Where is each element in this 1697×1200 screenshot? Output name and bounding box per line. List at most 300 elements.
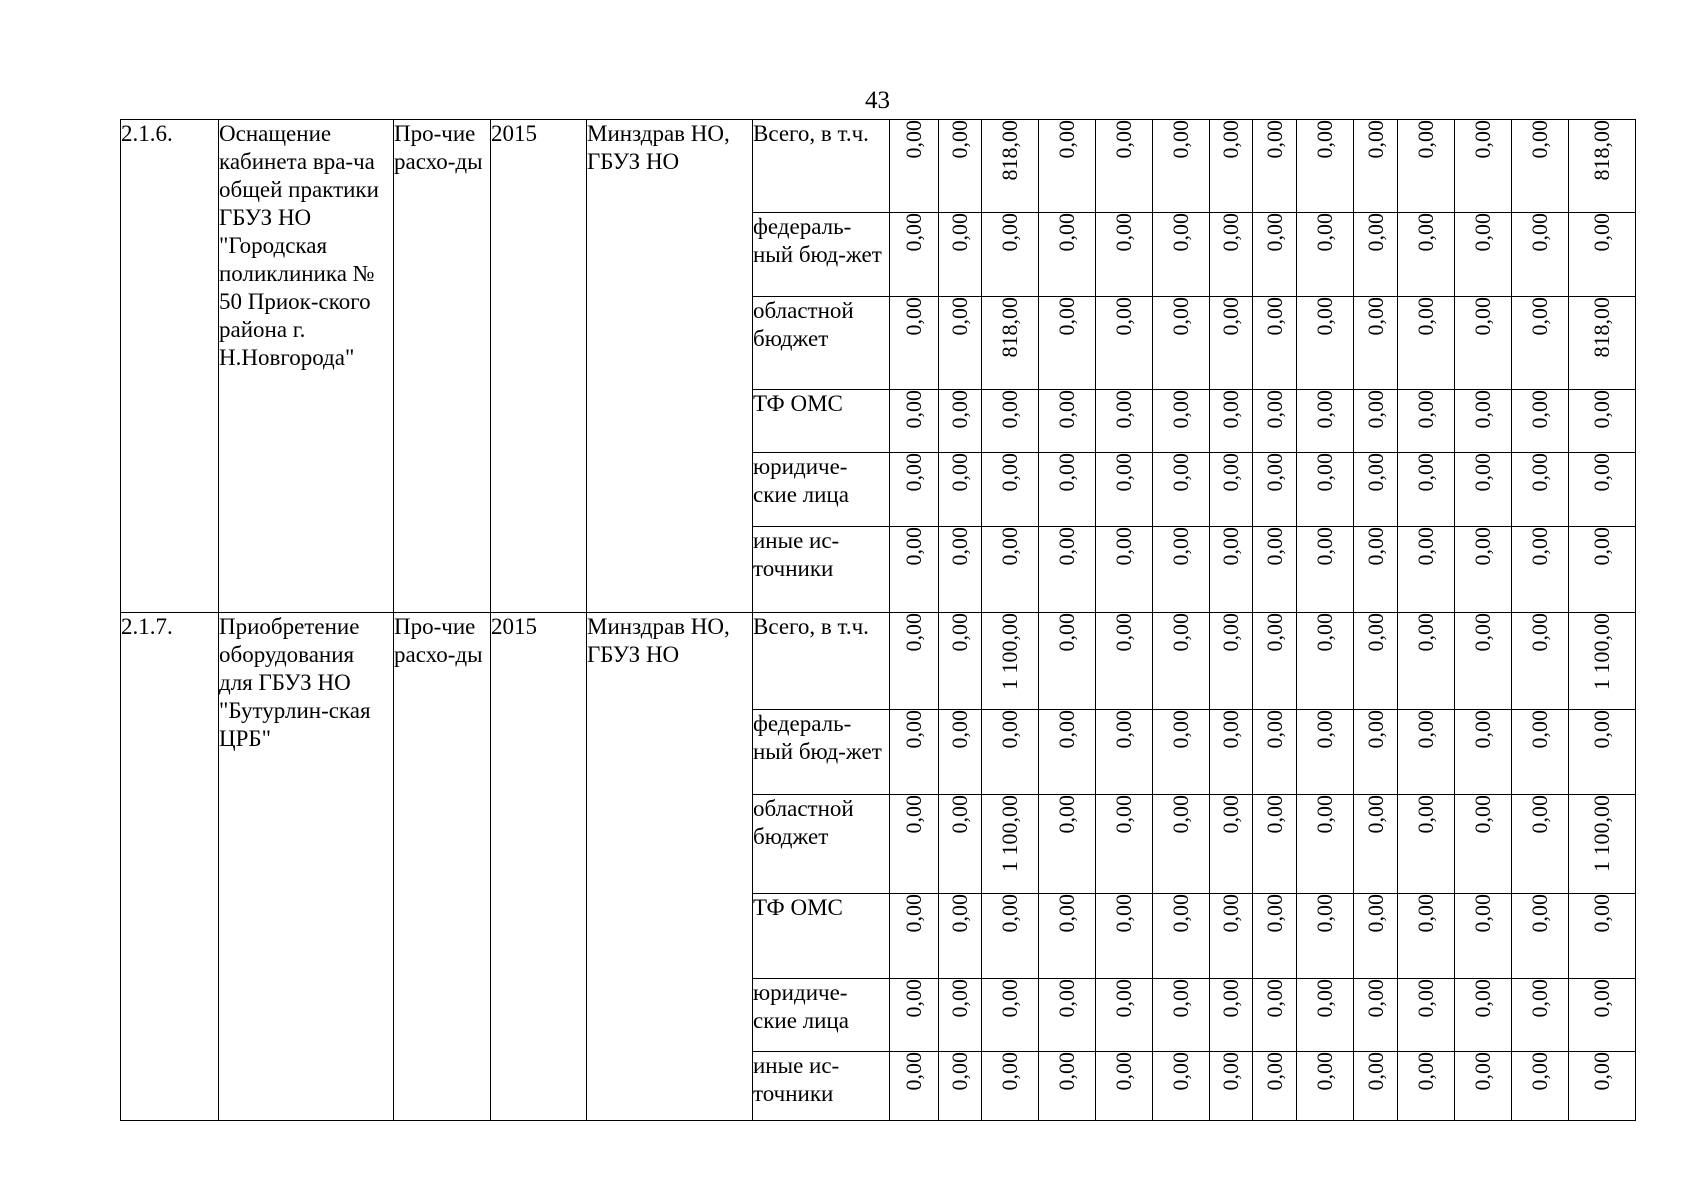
amount-value: 1 100,00 xyxy=(1589,613,1614,690)
amount-cell xyxy=(890,795,939,894)
amount-cell xyxy=(1455,1052,1512,1121)
amount-cell xyxy=(1253,979,1297,1052)
amount-cell xyxy=(1039,894,1096,979)
amount-value: 0,00 xyxy=(1589,527,1614,566)
amount-cell xyxy=(1096,120,1153,213)
amount-value: 818,00 xyxy=(1589,120,1614,181)
amount-cell xyxy=(1354,1052,1398,1121)
budget-table xyxy=(120,119,1636,1121)
amount-value: 0,00 xyxy=(1413,297,1438,336)
amount-cell xyxy=(1096,613,1153,710)
amount-cell xyxy=(1569,527,1636,613)
amount-value: 0,00 xyxy=(1362,120,1388,159)
amount-value: 0,00 xyxy=(1413,527,1438,566)
amount-cell xyxy=(939,1052,982,1121)
amount-value: 0,00 xyxy=(1261,297,1287,336)
amount-cell xyxy=(1039,979,1096,1052)
amount-value: 0,00 xyxy=(1362,795,1388,834)
amount-cell xyxy=(1253,390,1297,453)
amount-value: 0,00 xyxy=(1218,297,1243,336)
amount-cell xyxy=(1253,795,1297,894)
amount-value: 0,00 xyxy=(1362,613,1388,652)
amount-cell xyxy=(982,795,1039,894)
amount-value: 0,00 xyxy=(1413,894,1438,933)
amount-value: 0,00 xyxy=(1413,795,1438,834)
funding-source: областной бюджет xyxy=(753,795,890,894)
amount-value: 0,00 xyxy=(997,390,1022,429)
amount-value: 0,00 xyxy=(901,894,926,933)
amount-value: 0,00 xyxy=(1168,297,1193,336)
amount-cell xyxy=(1569,213,1636,297)
amount-value: 0,00 xyxy=(1589,213,1614,252)
amount-cell xyxy=(1455,453,1512,527)
amount-value: 0,00 xyxy=(1413,453,1438,492)
amount-value: 0,00 xyxy=(947,390,972,429)
amount-cell xyxy=(1253,894,1297,979)
amount-cell xyxy=(890,894,939,979)
amount-value: 0,00 xyxy=(1111,710,1136,749)
amount-value: 0,00 xyxy=(1312,1052,1337,1091)
amount-cell xyxy=(890,1052,939,1121)
amount-value: 0,00 xyxy=(1218,795,1243,834)
amount-cell xyxy=(1297,390,1354,453)
amount-cell xyxy=(1039,710,1096,795)
amount-value: 0,00 xyxy=(1054,894,1079,933)
amount-cell xyxy=(1455,213,1512,297)
funding-source: областной бюджет xyxy=(753,297,890,390)
amount-cell xyxy=(1253,613,1297,710)
amount-value: 0,00 xyxy=(947,795,972,834)
table-row xyxy=(121,120,1636,213)
funding-source: юридиче-ские лица xyxy=(753,453,890,527)
amount-cell xyxy=(1455,795,1512,894)
amount-cell xyxy=(1253,297,1297,390)
amount-value: 0,00 xyxy=(901,795,926,834)
amount-value: 0,00 xyxy=(1168,527,1193,566)
amount-value: 0,00 xyxy=(1111,120,1136,159)
amount-cell xyxy=(1039,120,1096,213)
amount-cell xyxy=(1297,795,1354,894)
amount-cell xyxy=(1512,894,1569,979)
amount-cell xyxy=(982,453,1039,527)
amount-value: 0,00 xyxy=(1261,613,1287,652)
amount-value: 0,00 xyxy=(997,710,1022,749)
amount-cell xyxy=(1210,390,1253,453)
amount-cell xyxy=(1455,297,1512,390)
amount-cell xyxy=(1210,979,1253,1052)
amount-value: 0,00 xyxy=(1362,979,1388,1018)
amount-cell xyxy=(890,297,939,390)
amount-value: 0,00 xyxy=(1218,213,1243,252)
amount-cell xyxy=(982,979,1039,1052)
amount-cell xyxy=(1512,795,1569,894)
amount-cell xyxy=(939,795,982,894)
amount-cell xyxy=(1153,527,1210,613)
amount-cell xyxy=(1210,894,1253,979)
amount-value: 1 100,00 xyxy=(997,795,1022,872)
amount-value: 0,00 xyxy=(1312,613,1337,652)
amount-cell xyxy=(1569,979,1636,1052)
amount-value: 0,00 xyxy=(1470,1052,1495,1091)
amount-cell xyxy=(1455,710,1512,795)
amount-cell xyxy=(1253,453,1297,527)
amount-cell xyxy=(1398,710,1455,795)
amount-cell xyxy=(1354,894,1398,979)
amount-cell xyxy=(1039,390,1096,453)
amount-cell xyxy=(890,710,939,795)
amount-cell xyxy=(1354,453,1398,527)
amount-value: 0,00 xyxy=(1261,213,1287,252)
amount-value: 0,00 xyxy=(1362,213,1388,252)
amount-cell xyxy=(1096,297,1153,390)
amount-cell xyxy=(1253,710,1297,795)
amount-value: 0,00 xyxy=(947,527,972,566)
amount-cell xyxy=(982,390,1039,453)
amount-value: 1 100,00 xyxy=(1589,795,1614,872)
amount-value: 0,00 xyxy=(1527,527,1552,566)
amount-value: 0,00 xyxy=(1470,120,1495,159)
amount-value: 0,00 xyxy=(947,453,972,492)
amount-value: 0,00 xyxy=(901,213,926,252)
amount-value: 0,00 xyxy=(1261,894,1287,933)
amount-value: 0,00 xyxy=(1589,453,1614,492)
funding-source: Всего, в т.ч. xyxy=(753,120,890,213)
amount-value: 0,00 xyxy=(1589,979,1614,1018)
amount-value: 0,00 xyxy=(1470,894,1495,933)
table-row xyxy=(121,613,1636,710)
amount-cell xyxy=(890,453,939,527)
amount-cell xyxy=(1153,297,1210,390)
amount-value: 1 100,00 xyxy=(997,613,1022,690)
amount-value: 0,00 xyxy=(901,453,926,492)
amount-value: 818,00 xyxy=(997,120,1022,181)
amount-value: 0,00 xyxy=(1261,710,1287,749)
amount-value: 0,00 xyxy=(997,979,1022,1018)
amount-value: 0,00 xyxy=(1168,613,1193,652)
amount-value: 0,00 xyxy=(1527,979,1552,1018)
amount-cell xyxy=(939,213,982,297)
amount-cell xyxy=(1297,297,1354,390)
amount-cell xyxy=(1398,613,1455,710)
funding-source: федераль-ный бюд-жет xyxy=(753,710,890,795)
amount-cell xyxy=(1253,213,1297,297)
amount-cell xyxy=(982,710,1039,795)
amount-value: 0,00 xyxy=(1261,527,1287,566)
amount-value: 818,00 xyxy=(1589,297,1614,358)
amount-value: 0,00 xyxy=(1527,613,1552,652)
amount-cell xyxy=(939,710,982,795)
amount-cell xyxy=(1297,979,1354,1052)
amount-value: 0,00 xyxy=(1362,527,1388,566)
amount-value: 0,00 xyxy=(1261,390,1287,429)
amount-cell xyxy=(982,297,1039,390)
amount-cell xyxy=(1569,613,1636,710)
amount-value: 0,00 xyxy=(1527,795,1552,834)
amount-cell xyxy=(1569,390,1636,453)
amount-value: 0,00 xyxy=(1218,527,1243,566)
amount-value: 0,00 xyxy=(1589,1052,1614,1091)
amount-cell xyxy=(939,979,982,1052)
expense-type: Про-чие расхо-ды xyxy=(394,120,491,613)
amount-cell xyxy=(1210,453,1253,527)
amount-value: 0,00 xyxy=(1218,1052,1243,1091)
amount-value: 0,00 xyxy=(1168,1052,1193,1091)
amount-cell xyxy=(1398,297,1455,390)
amount-value: 0,00 xyxy=(1168,894,1193,933)
amount-value: 0,00 xyxy=(1362,1052,1388,1091)
amount-cell xyxy=(1297,894,1354,979)
amount-cell xyxy=(1153,1052,1210,1121)
amount-cell xyxy=(1096,795,1153,894)
amount-cell xyxy=(1354,390,1398,453)
amount-value: 0,00 xyxy=(997,453,1022,492)
amount-cell xyxy=(982,1052,1039,1121)
amount-value: 0,00 xyxy=(1362,894,1388,933)
amount-value: 0,00 xyxy=(1168,390,1193,429)
amount-cell xyxy=(939,120,982,213)
amount-cell xyxy=(1398,453,1455,527)
amount-cell xyxy=(1210,213,1253,297)
amount-value: 0,00 xyxy=(1054,710,1079,749)
amount-value: 0,00 xyxy=(1362,710,1388,749)
amount-value: 0,00 xyxy=(1111,1052,1136,1091)
amount-value: 0,00 xyxy=(901,979,926,1018)
entry-executor: Минздрав НО, ГБУЗ НО xyxy=(587,120,753,613)
amount-cell xyxy=(1153,213,1210,297)
amount-cell xyxy=(1297,453,1354,527)
amount-value: 0,00 xyxy=(1054,390,1079,429)
amount-value: 0,00 xyxy=(1111,213,1136,252)
amount-cell xyxy=(1455,894,1512,979)
amount-cell xyxy=(1455,390,1512,453)
amount-value: 0,00 xyxy=(997,1052,1022,1091)
page-number: 43 xyxy=(865,87,890,114)
amount-cell xyxy=(1297,527,1354,613)
amount-value: 0,00 xyxy=(947,613,972,652)
amount-value: 0,00 xyxy=(1527,894,1552,933)
amount-value: 0,00 xyxy=(1261,453,1287,492)
amount-cell xyxy=(1210,1052,1253,1121)
amount-value: 0,00 xyxy=(1111,390,1136,429)
amount-cell xyxy=(982,894,1039,979)
amount-cell xyxy=(1569,453,1636,527)
amount-cell xyxy=(1039,213,1096,297)
amount-cell xyxy=(890,527,939,613)
entry-executor: Минздрав НО, ГБУЗ НО xyxy=(587,613,753,1121)
amount-value: 0,00 xyxy=(997,527,1022,566)
amount-cell xyxy=(1398,213,1455,297)
amount-cell xyxy=(1354,120,1398,213)
amount-value: 0,00 xyxy=(1589,894,1614,933)
amount-cell xyxy=(1210,527,1253,613)
amount-value: 0,00 xyxy=(1218,120,1243,159)
amount-value: 0,00 xyxy=(1413,979,1438,1018)
amount-value: 0,00 xyxy=(1312,710,1337,749)
amount-cell xyxy=(1354,613,1398,710)
amount-cell xyxy=(1398,390,1455,453)
funding-source: иные ис-точники xyxy=(753,527,890,613)
amount-cell xyxy=(1096,527,1153,613)
amount-value: 0,00 xyxy=(947,1052,972,1091)
amount-value: 818,00 xyxy=(997,297,1022,358)
amount-value: 0,00 xyxy=(1111,894,1136,933)
amount-cell xyxy=(1569,120,1636,213)
amount-value: 0,00 xyxy=(997,213,1022,252)
entry-year: 2015 xyxy=(491,613,587,1121)
amount-value: 0,00 xyxy=(1312,390,1337,429)
amount-value: 0,00 xyxy=(1413,390,1438,429)
amount-value: 0,00 xyxy=(1054,213,1079,252)
amount-cell xyxy=(1297,613,1354,710)
amount-value: 0,00 xyxy=(1054,527,1079,566)
amount-value: 0,00 xyxy=(1054,613,1079,652)
amount-cell xyxy=(1039,527,1096,613)
entry-code: 2.1.7. xyxy=(121,613,219,1121)
amount-cell xyxy=(1354,795,1398,894)
amount-cell xyxy=(1210,613,1253,710)
amount-value: 0,00 xyxy=(1413,213,1438,252)
amount-cell xyxy=(1569,1052,1636,1121)
amount-cell xyxy=(1569,710,1636,795)
amount-value: 0,00 xyxy=(947,297,972,336)
amount-value: 0,00 xyxy=(1261,1052,1287,1091)
amount-value: 0,00 xyxy=(1362,297,1388,336)
amount-cell xyxy=(1096,894,1153,979)
amount-cell xyxy=(939,297,982,390)
funding-source: юридиче-ские лица xyxy=(753,979,890,1052)
amount-value: 0,00 xyxy=(901,120,926,159)
amount-cell xyxy=(1153,979,1210,1052)
amount-value: 0,00 xyxy=(1218,453,1243,492)
amount-value: 0,00 xyxy=(1470,710,1495,749)
amount-value: 0,00 xyxy=(1470,213,1495,252)
amount-value: 0,00 xyxy=(1312,979,1337,1018)
amount-value: 0,00 xyxy=(1168,453,1193,492)
amount-value: 0,00 xyxy=(1362,453,1388,492)
amount-cell xyxy=(982,213,1039,297)
entry-name: Оснащение кабинета вра-ча общей практики ГБУЗ НО "Городская поликлиника № 50 Приок-ского района г. Н.Новгорода" xyxy=(219,120,394,613)
amount-value: 0,00 xyxy=(1527,710,1552,749)
amount-cell xyxy=(1096,1052,1153,1121)
amount-value: 0,00 xyxy=(1111,613,1136,652)
amount-cell xyxy=(1297,213,1354,297)
amount-cell xyxy=(1153,710,1210,795)
amount-cell xyxy=(982,527,1039,613)
amount-value: 0,00 xyxy=(1054,1052,1079,1091)
amount-cell xyxy=(1096,979,1153,1052)
amount-value: 0,00 xyxy=(1589,390,1614,429)
amount-value: 0,00 xyxy=(1413,613,1438,652)
amount-cell xyxy=(1153,795,1210,894)
amount-cell xyxy=(1455,527,1512,613)
amount-cell xyxy=(1398,527,1455,613)
amount-value: 0,00 xyxy=(901,710,926,749)
amount-cell xyxy=(1512,1052,1569,1121)
amount-value: 0,00 xyxy=(1312,213,1337,252)
amount-cell xyxy=(1512,613,1569,710)
amount-cell xyxy=(1455,979,1512,1052)
amount-cell xyxy=(1569,894,1636,979)
amount-value: 0,00 xyxy=(1168,795,1193,834)
amount-cell xyxy=(1297,120,1354,213)
amount-value: 0,00 xyxy=(947,213,972,252)
amount-value: 0,00 xyxy=(1111,795,1136,834)
amount-value: 0,00 xyxy=(1261,979,1287,1018)
amount-value: 0,00 xyxy=(1054,453,1079,492)
amount-cell xyxy=(1398,120,1455,213)
amount-cell xyxy=(1512,979,1569,1052)
amount-value: 0,00 xyxy=(997,894,1022,933)
amount-cell xyxy=(1039,1052,1096,1121)
entry-code: 2.1.6. xyxy=(121,120,219,613)
amount-cell xyxy=(1039,453,1096,527)
amount-cell xyxy=(1153,613,1210,710)
amount-cell xyxy=(1096,710,1153,795)
amount-cell xyxy=(1512,120,1569,213)
amount-value: 0,00 xyxy=(1527,390,1552,429)
amount-cell xyxy=(890,213,939,297)
amount-value: 0,00 xyxy=(1470,795,1495,834)
amount-value: 0,00 xyxy=(1527,213,1552,252)
amount-value: 0,00 xyxy=(1054,979,1079,1018)
amount-value: 0,00 xyxy=(1054,795,1079,834)
amount-cell xyxy=(982,613,1039,710)
amount-value: 0,00 xyxy=(1312,453,1337,492)
funding-source: иные ис-точники xyxy=(753,1052,890,1121)
amount-value: 0,00 xyxy=(1218,979,1243,1018)
amount-value: 0,00 xyxy=(1312,297,1337,336)
amount-cell xyxy=(1039,613,1096,710)
amount-cell xyxy=(1153,120,1210,213)
amount-cell xyxy=(1354,527,1398,613)
amount-value: 0,00 xyxy=(1218,710,1243,749)
amount-cell xyxy=(1253,527,1297,613)
amount-cell xyxy=(1253,1052,1297,1121)
amount-value: 0,00 xyxy=(1470,979,1495,1018)
amount-value: 0,00 xyxy=(1413,120,1438,159)
amount-value: 0,00 xyxy=(1218,894,1243,933)
amount-cell xyxy=(1096,213,1153,297)
amount-cell xyxy=(1297,1052,1354,1121)
amount-cell xyxy=(1096,453,1153,527)
amount-cell xyxy=(1210,297,1253,390)
amount-cell xyxy=(890,390,939,453)
amount-value: 0,00 xyxy=(1470,453,1495,492)
amount-cell xyxy=(1398,979,1455,1052)
amount-cell xyxy=(939,390,982,453)
amount-value: 0,00 xyxy=(1111,453,1136,492)
amount-value: 0,00 xyxy=(1312,894,1337,933)
amount-value: 0,00 xyxy=(947,710,972,749)
amount-cell xyxy=(1455,120,1512,213)
amount-cell xyxy=(1512,527,1569,613)
funding-source: федераль-ный бюд-жет xyxy=(753,213,890,297)
amount-value: 0,00 xyxy=(1589,710,1614,749)
amount-value: 0,00 xyxy=(1312,120,1337,159)
amount-cell xyxy=(1569,297,1636,390)
amount-value: 0,00 xyxy=(1527,297,1552,336)
amount-cell xyxy=(1039,795,1096,894)
amount-value: 0,00 xyxy=(1470,527,1495,566)
amount-cell xyxy=(1153,894,1210,979)
amount-cell xyxy=(1354,213,1398,297)
amount-cell xyxy=(1512,297,1569,390)
amount-cell xyxy=(939,613,982,710)
amount-value: 0,00 xyxy=(1527,1052,1552,1091)
funding-source: ТФ ОМС xyxy=(753,390,890,453)
amount-cell xyxy=(1210,795,1253,894)
amount-cell xyxy=(1398,894,1455,979)
